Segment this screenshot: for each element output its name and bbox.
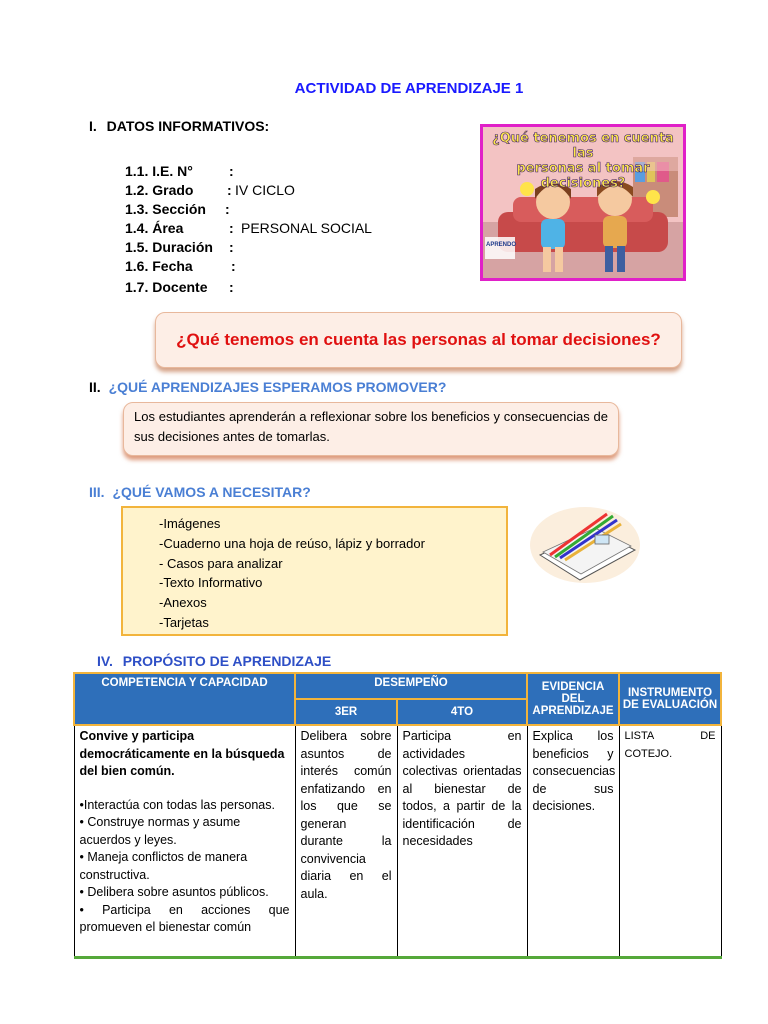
datos-colon: :: [229, 163, 234, 179]
desempeno-3er-cell: Delibera sobre asuntos de interés común enfatizando en los que se generan durante la convivencia diaria en el aula.: [295, 725, 397, 958]
datos-label: 1.6. Fecha: [125, 258, 193, 274]
banner-logo: APRENDO: [486, 242, 517, 248]
table-header-row: [74, 673, 721, 699]
datos-list: [125, 163, 455, 303]
capacidad-item: • Construye normas y asume acuerdos y leyes.: [79, 815, 241, 847]
learning-goal-box: Los estudiantes aprenderán a reflexionar sobre los beneficios y consecuencias de sus decisiones antes de tomarlas.: [123, 402, 619, 456]
datos-row-fecha: [125, 258, 455, 277]
section-aprendizajes-heading: [89, 379, 446, 395]
notebook-pencils-image: [525, 500, 645, 585]
datos-colon: :: [229, 279, 234, 295]
section-necesitar-heading: [89, 484, 311, 500]
material-item: -Cuaderno una hoja de reúso, lápiz y borrador: [159, 535, 425, 551]
section-title: DATOS INFORMATIVOS:: [106, 118, 270, 134]
datos-row-seccion: [125, 201, 455, 220]
banner-title-line1: ¿Qué tenemos en cuenta las: [492, 131, 674, 161]
header-evidencia: EVIDENCIA DEL APRENDIZAJE: [527, 673, 619, 725]
section-datos-heading: [89, 118, 269, 134]
datos-row-area: [125, 220, 455, 239]
section-title: ¿QUÉ VAMOS A NECESITAR?: [112, 484, 311, 500]
capacidad-item: • Delibera sobre asuntos públicos.: [79, 885, 269, 899]
capacidad-item: • Maneja conflictos de manera constructiva.: [79, 850, 248, 882]
datos-row-docente: [125, 279, 455, 298]
datos-value: PERSONAL SOCIAL: [241, 220, 372, 236]
datos-label: 1.4. Área: [125, 220, 184, 236]
purpose-table: [73, 672, 722, 959]
competencia-title: Convive y participa democráticamente en la búsqueda del bien común.: [79, 729, 285, 778]
header-4to: 4TO: [397, 699, 527, 725]
datos-colon: :: [227, 182, 232, 198]
datos-label: 1.7. Docente: [125, 279, 208, 295]
section-number: II.: [89, 379, 101, 395]
datos-colon: :: [229, 239, 234, 255]
header-desempeno: DESEMPEÑO: [295, 673, 527, 699]
material-item: -Imágenes: [159, 516, 221, 531]
datos-label: 1.2. Grado: [125, 182, 194, 198]
datos-colon: :: [231, 258, 236, 274]
section-number: IV.: [97, 653, 113, 669]
datos-value: IV CICLO: [235, 182, 295, 198]
datos-label: 1.1. I.E. N°: [125, 163, 193, 179]
datos-row-duracion: [125, 239, 455, 258]
material-item: -Tarjetas: [159, 614, 209, 630]
material-item: -Texto Informativo: [159, 575, 263, 591]
section-number: III.: [89, 484, 105, 500]
section-number: I.: [89, 118, 97, 134]
materials-box: [121, 506, 508, 636]
banner-title: [483, 131, 683, 191]
competencia-cell: [74, 725, 295, 958]
material-item: - Casos para analizar: [159, 555, 283, 571]
material-item: -Anexos: [159, 595, 207, 611]
instrumento-cell: LISTA DE COTEJO.: [619, 725, 721, 958]
datos-label: 1.3. Sección: [125, 201, 206, 217]
header-competencia: COMPETENCIA Y CAPACIDAD: [74, 673, 295, 725]
desempeno-4to-cell: Participa en actividades colectivas orientadas al bienestar de todos, a partir de la identificación de necesidades: [397, 725, 527, 958]
datos-label: 1.5. Duración: [125, 239, 213, 255]
banner-image: [480, 124, 686, 281]
datos-colon: :: [225, 201, 230, 217]
table-row: [74, 725, 721, 958]
section-title: PROPÓSITO DE APRENDIZAJE: [122, 653, 332, 669]
section-proposito-heading: [97, 653, 331, 669]
evidencia-cell: Explica los beneficios y consecuencias de sus decisiones.: [527, 725, 619, 958]
header-3er: 3ER: [295, 699, 397, 725]
datos-row-grado: [125, 182, 455, 201]
section-title: ¿QUÉ APRENDIZAJES ESPERAMOS PROMOVER?: [108, 379, 447, 395]
header-instrumento: INSTRUMENTO DE EVALUACIÓN: [619, 673, 721, 725]
capacidad-item: •Interactúa con todas las personas.: [79, 797, 275, 812]
central-question: ¿Qué tenemos en cuenta las personas al tomar decisiones?: [155, 312, 682, 368]
datos-colon: :: [229, 220, 234, 236]
page-title: ACTIVIDAD DE APRENDIZAJE 1: [294, 80, 524, 97]
capacidad-item: • Participa en acciones que promueven el bienestar común: [79, 902, 290, 934]
banner-title-line2: personas al tomar decisiones?: [516, 161, 650, 191]
datos-row-ie: [125, 163, 455, 182]
